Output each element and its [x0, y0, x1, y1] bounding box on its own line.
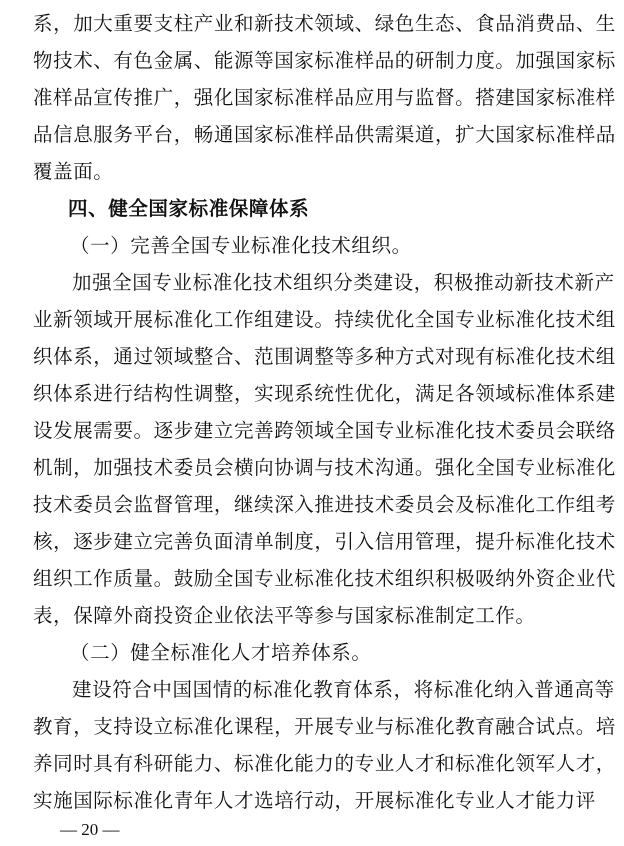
- text-line: 设发展需要。逐步建立完善跨领域全国专业标准化技术委员会联络: [33, 419, 616, 442]
- text-line: 品信息服务平台，畅通国家标准样品供需渠道，扩大国家标准样品: [33, 123, 616, 146]
- text-line: 业新领域开展标准化工作组建设。持续优化全国专业标准化技术组: [33, 308, 616, 331]
- paragraph-first-line: 加强全国专业标准化技术组织分类建设，积极推动新技术新产: [72, 271, 615, 294]
- text-line: 覆盖面。: [33, 160, 114, 183]
- text-line: 表，保障外商投资企业依法平等参与国家标准制定工作。: [33, 604, 536, 627]
- text-line: 组织工作质量。鼓励全国专业标准化技术组织积极吸纳外资企业代: [33, 567, 616, 590]
- text-line: 实施国际标准化青年人才选培行动，开展标准化专业人才能力评: [33, 789, 596, 812]
- subsection-heading: （二）健全标准化人才培养体系。: [70, 641, 372, 664]
- text-line: 织体系，通过领域整合、范围调整等多种方式对现有标准化技术组: [33, 345, 616, 368]
- paragraph-first-line: 建设符合中国国情的标准化教育体系，将标准化纳入普通高等: [72, 678, 615, 701]
- text-line: 织体系进行结构性调整，实现系统性优化，满足各领域标准体系建: [33, 382, 616, 405]
- text-line: 系，加大重要支柱产业和新技术领域、绿色生态、食品消费品、生: [33, 12, 616, 35]
- subsection-heading: （一）完善全国专业标准化技术组织。: [70, 234, 412, 257]
- text-line: 技术委员会监督管理，继续深入推进技术委员会及标准化工作组考: [33, 493, 616, 516]
- section-heading: 四、健全国家标准保障体系: [68, 197, 310, 220]
- text-line: 养同时具有科研能力、标准化能力的专业人才和标准化领军人才，: [33, 752, 616, 775]
- text-line: 物技术、有色金属、能源等国家标准样品的研制力度。加强国家标: [33, 49, 616, 72]
- text-line: 准样品宣传推广，强化国家标准样品应用与监督。搭建国家标准样: [33, 86, 616, 109]
- text-line: 机制，加强技术委员会横向协调与技术沟通。强化全国专业标准化: [33, 456, 616, 479]
- text-line: 核，逐步建立完善负面清单制度，引入信用管理，提升标准化技术: [33, 530, 616, 553]
- page-number: — 20 —: [60, 820, 120, 839]
- text-line: 教育，支持设立标准化课程，开展专业与标准化教育融合试点。培: [33, 715, 616, 738]
